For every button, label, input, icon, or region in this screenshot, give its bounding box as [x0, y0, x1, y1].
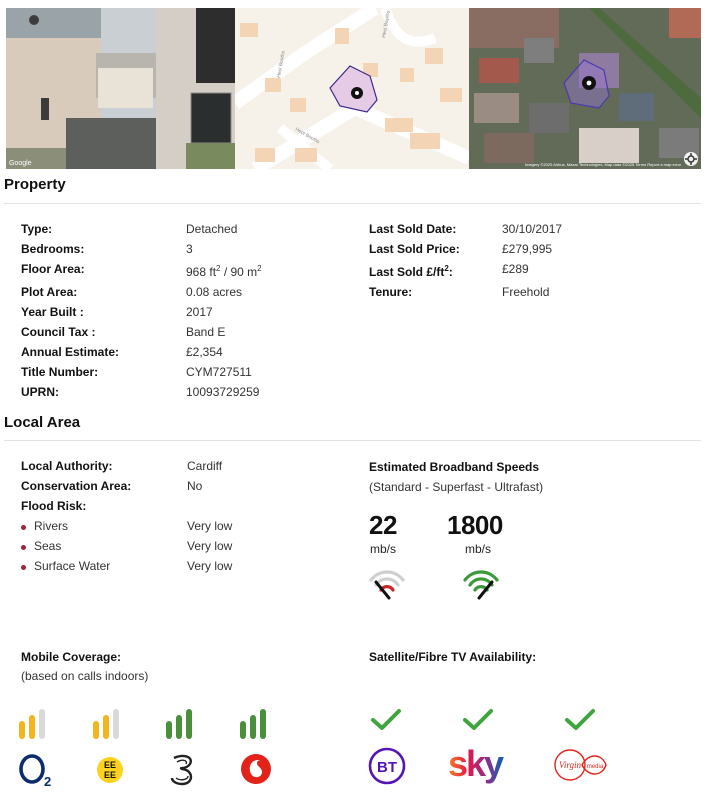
flood-risk-value: Very low: [187, 539, 233, 553]
broadband-speed-standard: 22: [369, 510, 397, 540]
tv-availability-title: Satellite/Fibre TV Availability:: [369, 650, 537, 664]
virgin-media-logo-text: media: [586, 764, 604, 770]
detail-label: Last Sold Date:: [369, 222, 457, 236]
bullet-icon: [21, 525, 26, 530]
bullet-icon: [21, 545, 26, 550]
sky-logo-text: sky: [448, 743, 503, 784]
flood-risk-label: Surface Water: [34, 559, 111, 573]
virgin-media-logo-icon: [552, 745, 610, 785]
o2-signal-icon: [19, 707, 59, 739]
flood-risk-label: Seas: [34, 539, 62, 553]
superscript: 2: [257, 264, 262, 273]
broadband-unit: mb/s: [465, 542, 492, 556]
detail-value: Cardiff: [187, 459, 223, 473]
sky-logo-icon: [446, 742, 512, 786]
local-area-section-title: Local Area: [4, 414, 81, 431]
property-image-strip: [6, 8, 701, 169]
detail-value: £289: [502, 262, 529, 276]
wifi-gauge-icon-high: [462, 568, 500, 602]
map-road-label: Heol Booths: [276, 50, 287, 79]
property-section-title: Property: [4, 176, 66, 193]
detail-label: UPRN:: [21, 385, 59, 399]
detail-label: Plot Area:: [21, 285, 78, 299]
ee-logo-text: EE: [103, 770, 117, 780]
mobile-coverage-subtitle: (based on calls indoors): [21, 669, 149, 683]
virgin-available-check-icon: [563, 707, 597, 733]
detail-label: [369, 264, 453, 279]
wifi-gauge-icon-low: [368, 568, 406, 602]
virgin-logo-text: Virgin: [559, 760, 581, 770]
broadband-subtitle: (Standard - Superfast - Ultrafast): [369, 480, 544, 494]
three-logo-icon: [168, 752, 198, 788]
detail-value: Detached: [186, 222, 238, 236]
bt-logo-icon: [368, 747, 406, 785]
detail-label: Conservation Area:: [21, 479, 132, 493]
mobile-coverage-title: Mobile Coverage:: [21, 650, 122, 664]
broadband-title: Estimated Broadband Speeds: [369, 460, 540, 474]
property-details-left: [21, 222, 361, 402]
map-road-label: Heol Bayliss: [381, 10, 392, 39]
bt-logo-text: BT: [377, 759, 397, 776]
detail-label: Annual Estimate:: [21, 345, 120, 359]
detail-label: Flood Risk:: [21, 499, 87, 513]
google-credit: Google: [9, 160, 32, 167]
detail-label: Year Built :: [21, 305, 84, 319]
floor-area-m: / 90 m: [220, 265, 258, 279]
detail-value: 3: [186, 242, 193, 256]
section-divider: [4, 203, 701, 204]
sky-available-check-icon: [461, 707, 495, 733]
flood-risk-value: Very low: [187, 519, 233, 533]
flood-risk-value: Very low: [187, 559, 233, 573]
detail-value: £279,995: [502, 242, 553, 256]
detail-value: £2,354: [186, 345, 223, 359]
detail-value: CYM727511: [186, 365, 252, 379]
ee-logo-text: EE: [103, 760, 117, 770]
detail-label: Floor Area:: [21, 262, 85, 276]
detail-value: 30/10/2017: [502, 222, 563, 236]
bullet-icon: [21, 565, 26, 570]
detail-label: Bedrooms:: [21, 242, 85, 256]
three-signal-icon: [166, 707, 206, 739]
ee-signal-icon: [93, 707, 133, 739]
detail-label: Last Sold Price:: [369, 242, 460, 256]
map-attribution: Imagery ©2025 Airbus, Maxar Technologies, Map data ©2025 Terms Report a map error: [524, 162, 681, 167]
map-image[interactable]: [235, 8, 469, 169]
vodafone-signal-icon: [240, 707, 280, 739]
detail-value: No: [187, 479, 203, 493]
section-divider: [4, 440, 701, 441]
superscript: 2: [216, 264, 221, 273]
map-road-label: Heol Booths: [294, 126, 321, 146]
detail-label: Type:: [21, 222, 53, 236]
detail-label: Title Number:: [21, 365, 99, 379]
label-text: Last Sold £/ft: [369, 265, 445, 279]
detail-value: 0.08 acres: [186, 285, 243, 299]
bt-available-check-icon: [369, 707, 403, 733]
o2-logo-icon: [18, 752, 56, 788]
detail-label: Local Authority:: [21, 459, 113, 473]
superscript: 2: [444, 264, 449, 273]
floor-area-ft: 968 ft: [186, 265, 217, 279]
street-view-image[interactable]: [6, 8, 235, 169]
detail-label: Tenure:: [369, 285, 413, 299]
label-colon: :: [448, 265, 453, 279]
detail-label: Council Tax :: [21, 325, 96, 339]
detail-value: Band E: [186, 325, 226, 339]
svg-text:2: 2: [44, 774, 52, 788]
detail-value: Freehold: [502, 285, 550, 299]
property-details-right: [369, 222, 689, 312]
ee-logo-icon: [95, 752, 125, 788]
flood-risk-label: Rivers: [34, 519, 69, 533]
vodafone-logo-icon: [240, 753, 272, 785]
aerial-image[interactable]: [469, 8, 701, 169]
detail-value: [186, 264, 262, 279]
broadband-unit: mb/s: [370, 542, 397, 556]
detail-value: 2017: [186, 305, 213, 319]
broadband-speed-ultrafast: 1800: [447, 510, 503, 540]
local-area-details: [21, 459, 361, 579]
detail-value: 10093729259: [186, 385, 260, 399]
expand-icon[interactable]: [684, 152, 698, 166]
